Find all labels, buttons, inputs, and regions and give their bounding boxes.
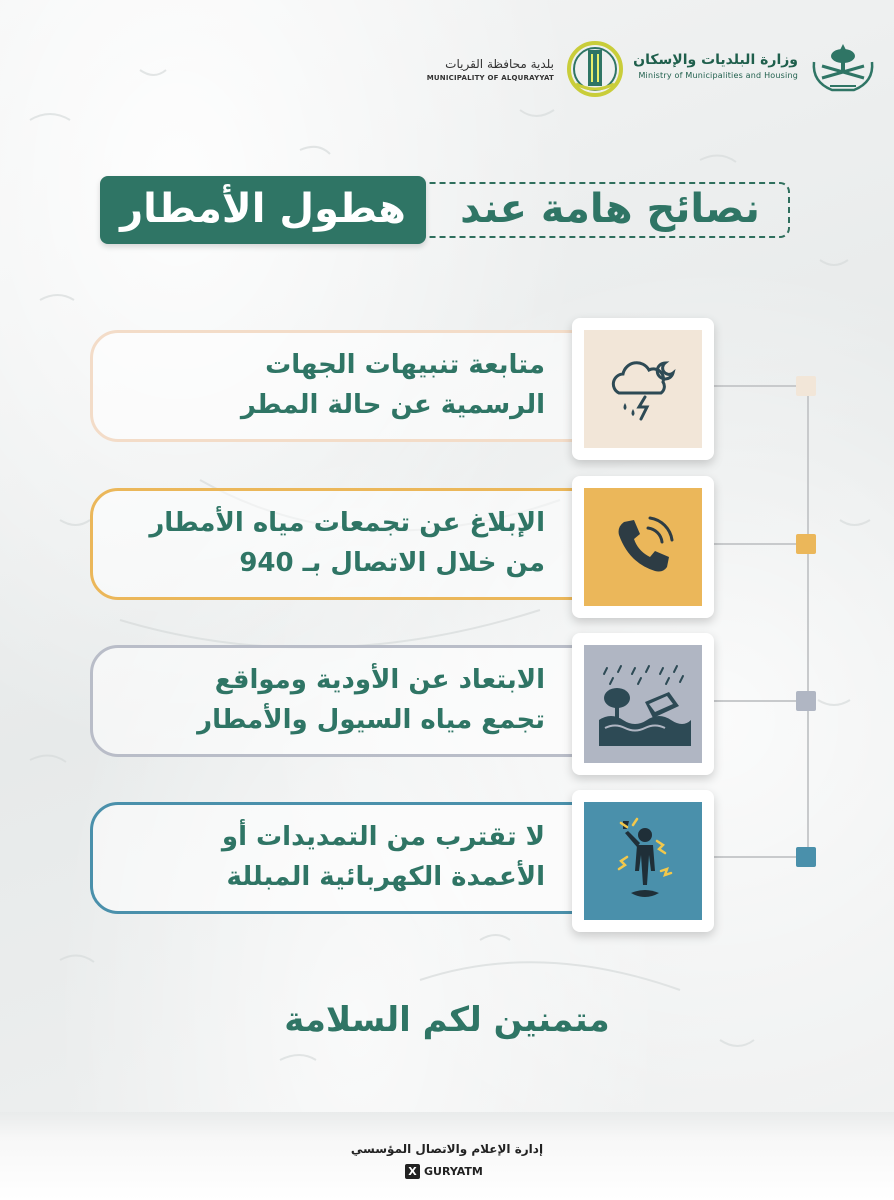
connector-line <box>704 856 808 858</box>
title-text: نصائح هامة عند <box>460 186 760 232</box>
ministry-name-ar: وزارة البلديات والإسكان <box>633 52 798 68</box>
tip-line: الأعمدة الكهربائية المبللة <box>226 862 545 892</box>
footer-social-handle <box>405 1162 483 1180</box>
saudi-emblem-icon <box>808 38 878 94</box>
closing-message: متمنين لكم السلامة <box>284 1000 610 1040</box>
tip-icon-frame <box>572 790 714 932</box>
tip-line: لا تقترب من التمديدات أو <box>221 822 545 852</box>
connector-line <box>704 700 808 702</box>
tip-line: تجمع مياه السيول والأمطار <box>197 705 545 735</box>
tip-line: الرسمية عن حالة المطر <box>240 390 545 420</box>
tip-card-report-water <box>90 488 610 600</box>
municipality-name-en: MUNICIPALITY OF ALQURAYYAT <box>426 73 554 82</box>
timeline-dot <box>796 847 816 867</box>
tip-line: الإبلاغ عن تجمعات مياه الأمطار <box>149 508 545 538</box>
footer-band <box>0 1112 894 1200</box>
footer-department: إدارة الإعلام والاتصال المؤسسي <box>350 1142 544 1156</box>
tip-icon-frame <box>572 476 714 618</box>
flood-icon <box>595 662 691 746</box>
municipality-logo <box>427 38 626 100</box>
phone-icon <box>606 510 680 584</box>
tip-line: من خلال الاتصال بـ 940 <box>239 548 545 578</box>
tip-card-electric-hazard <box>90 802 610 914</box>
tip-card-avoid-valleys <box>90 645 610 757</box>
handle-text: GURYATM <box>424 1164 483 1178</box>
storm-cloud-icon <box>601 347 685 431</box>
timeline-line <box>807 386 809 860</box>
timeline-dot <box>796 376 816 396</box>
tip-icon-frame <box>572 318 714 460</box>
electric-shock-icon <box>601 817 685 905</box>
ministry-logo <box>633 38 878 94</box>
tip-line: متابعة تنبيهات الجهات <box>265 350 545 380</box>
ministry-name-en: Ministry of Municipalities and Housing <box>638 71 798 80</box>
municipality-tower-icon <box>564 38 626 100</box>
connector-line <box>704 385 808 387</box>
timeline-dot <box>796 691 816 711</box>
title-highlight: هطول الأمطار <box>120 186 406 232</box>
tip-line: الابتعاد عن الأودية ومواقع <box>214 665 545 695</box>
timeline-dot <box>796 534 816 554</box>
connector-line <box>704 543 808 545</box>
x-logo-icon: X <box>405 1164 420 1179</box>
tip-card-follow-alerts <box>90 330 610 442</box>
municipality-name-ar: بلدية محافظة القريات <box>445 56 554 71</box>
page-title <box>100 176 798 244</box>
tip-icon-frame <box>572 633 714 775</box>
